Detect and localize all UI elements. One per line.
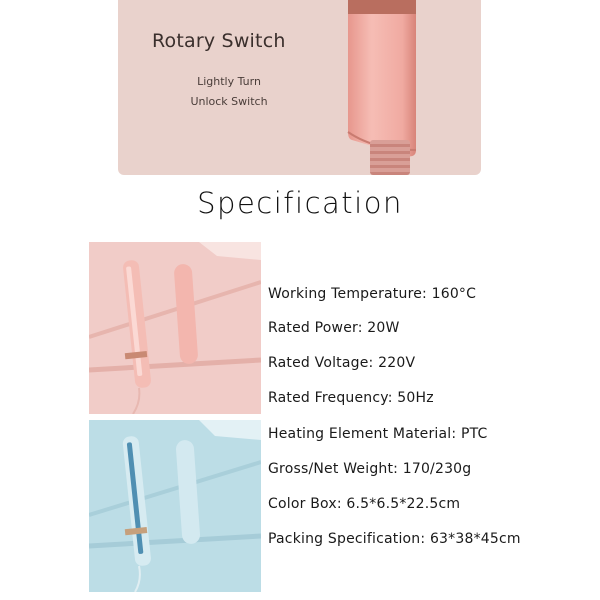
spec-rated-voltage: Rated Voltage: 220V <box>268 355 416 371</box>
spec-working-temperature: Working Temperature: 160°C <box>268 286 477 302</box>
specification-heading: Specification <box>197 186 403 220</box>
banner-subtitle-line2: Unlock Switch <box>190 95 268 108</box>
blue-product-photo <box>89 420 261 592</box>
spec-packing: Packing Specification: 63*38*45cm <box>268 531 521 547</box>
banner-title: Rotary Switch <box>152 30 286 52</box>
pink-product-photo <box>89 242 261 414</box>
spec-color-box: Color Box: 6.5*6.5*22.5cm <box>268 496 461 512</box>
banner-subtitle <box>174 72 284 112</box>
banner-subtitle-line1: Lightly Turn <box>197 75 261 88</box>
spec-weight: Gross/Net Weight: 170/230g <box>268 461 472 477</box>
spec-rated-frequency: Rated Frequency: 50Hz <box>268 390 434 406</box>
spec-heating-element: Heating Element Material: PTC <box>268 426 488 442</box>
straightener-device-image <box>344 0 420 160</box>
rotary-switch-banner <box>118 0 481 175</box>
spring-coil-image <box>370 140 410 175</box>
spec-rated-power: Rated Power: 20W <box>268 320 400 336</box>
